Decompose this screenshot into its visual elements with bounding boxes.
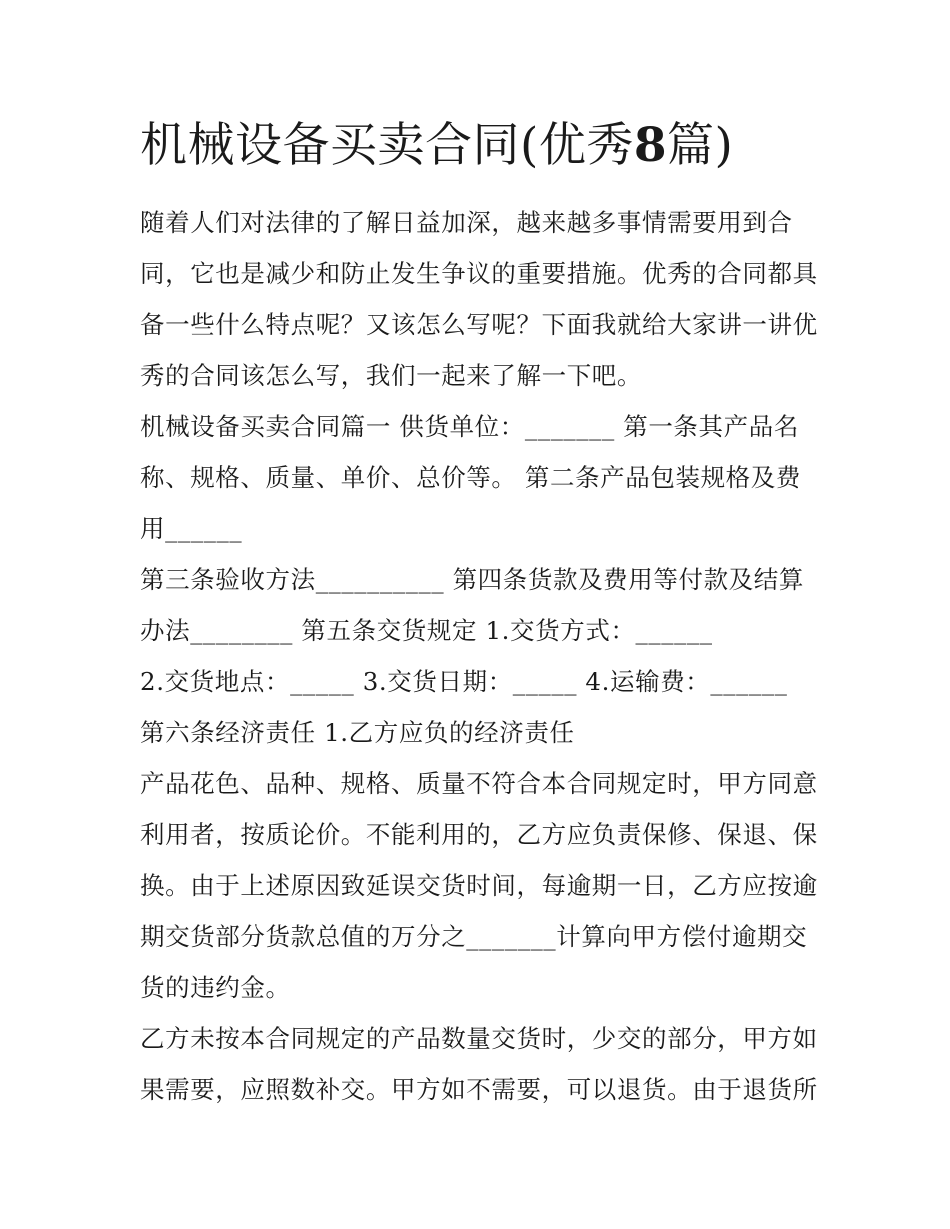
contract-clause-paragraph: 产品花色、品种、规格、质量不符合本合同规定时，甲方同意利用者，按质论价。不能利用的，乙方应负责保修、保退、保换。由于上述原因致延误交货时间，每逾期一日，乙方应按逾期交货部分货款总值的万分之_______计算向甲方偿付逾期交货的违约金。: [140, 769, 818, 1002]
title-number: 8: [633, 118, 668, 173]
contract-clause-paragraph: 机械设备买卖合同篇一 供货单位：_______ 第一条其产品名称、规格、质量、单价、总价等。 第二条产品包装规格及费用______: [140, 412, 801, 543]
intro-paragraph: 随着人们对法律的了解日益加深，越来越多事情需要用到合同，它也是减少和防止发生争议的重要措施。优秀的合同都具备一些什么特点呢？又该怎么写呢？下面我就给大家讲一讲优秀的合同该怎么写，我们一起来了解一下吧。: [140, 208, 818, 390]
contract-clause-paragraph: 乙方未按本合同规定的产品数量交货时，少交的部分，甲方如果需要，应照数补交。甲方如不需要，可以退货。由于退货所: [140, 1024, 818, 1104]
title-tail-text: 篇): [667, 118, 734, 173]
contract-clause-paragraph: 第三条验收方法__________ 第四条货款及费用等付款及结算办法________ 第五条交货规定 1.交货方式：______: [140, 565, 804, 645]
document-title: [140, 112, 733, 180]
title-main-text: 机械设备买卖合同(优秀: [140, 118, 634, 173]
contract-clause-paragraph: 2.交货地点：_____ 3.交货日期：_____ 4.运输费：______ 第六条经济责任 1.乙方应负的经济责任: [140, 667, 788, 747]
document-body: [140, 197, 820, 1115]
